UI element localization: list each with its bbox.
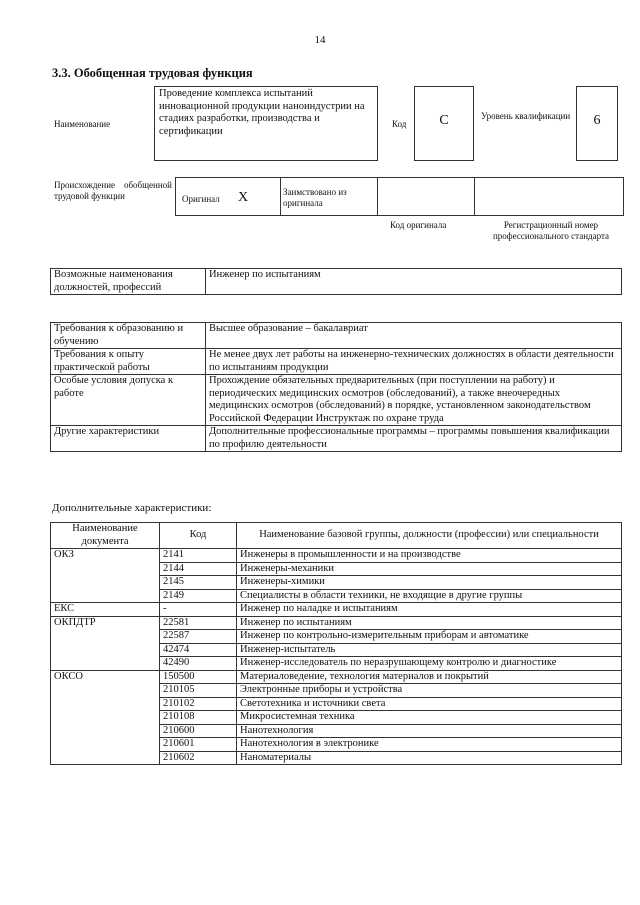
code-cell: 210600 xyxy=(160,724,237,738)
name-cell: Инженеры-механики xyxy=(237,562,622,576)
requirements-table xyxy=(50,322,622,452)
name-cell: Инженер-исследователь по неразрушающему контролю и диагностике xyxy=(237,657,622,671)
positions-label: Возможные наименования должностей, профессий xyxy=(51,269,206,295)
code-cell: 22581 xyxy=(160,616,237,630)
name-cell: Специалисты в области техники, не входящие в другие группы xyxy=(237,589,622,603)
req-label: Особые условия допуска к работе xyxy=(51,375,206,426)
level-label: Уровень квалификации xyxy=(481,111,571,121)
code-cell: 210602 xyxy=(160,751,237,765)
origin-table xyxy=(175,177,624,216)
code-cell: 150500 xyxy=(160,670,237,684)
original-code-label: Код оригинала xyxy=(390,220,447,230)
doc-cell: ОКПДТР xyxy=(51,616,160,670)
header-doc: Наименование документа xyxy=(51,523,160,549)
code-cell: 210601 xyxy=(160,738,237,752)
code-cell: - xyxy=(160,603,237,617)
name-cell: Нанотехнология в электронике xyxy=(237,738,622,752)
code-cell: 22587 xyxy=(160,630,237,644)
code-cell: 42490 xyxy=(160,657,237,671)
req-label: Другие характеристики xyxy=(51,426,206,452)
code-cell: 2144 xyxy=(160,562,237,576)
header-name: Наименование базовой группы, должности (профессии) или специальности xyxy=(237,523,622,549)
name-cell: Инженер по наладке и испытаниям xyxy=(237,603,622,617)
table-row xyxy=(51,603,622,617)
name-cell: Инженер-испытатель xyxy=(237,643,622,657)
doc-cell: ЕКС xyxy=(51,603,160,617)
name-cell: Инженер по контрольно-измерительным приборам и автоматике xyxy=(237,630,622,644)
function-name-box xyxy=(154,86,378,161)
function-name-value: Проведение комплекса испытаний инновационной продукции наноиндустрии на стадиях разработки, производства и сертификации xyxy=(159,88,365,137)
req-value: Прохождение обязательных предварительных (при поступлении на работу) и периодических медицинских осмотров (обследований), а также внеочередных медицинских осмотров (обследований) в порядке, установленном законодательством Российской Федерации Инструктаж по охране труда xyxy=(206,375,622,426)
doc-cell: ОКСО xyxy=(51,670,160,765)
code-box xyxy=(414,86,474,161)
code-cell: 210102 xyxy=(160,697,237,711)
name-cell: Материаловедение, технология материалов и покрытий xyxy=(237,670,622,684)
name-cell: Инженер по испытаниям xyxy=(237,616,622,630)
code-cell: 42474 xyxy=(160,643,237,657)
req-value: Высшее образование – бакалавриат xyxy=(206,323,622,349)
name-label: Наименование xyxy=(54,119,111,129)
name-cell: Светотехника и источники света xyxy=(237,697,622,711)
additional-title: Дополнительные характеристики: xyxy=(52,502,212,514)
name-cell: Инженеры в промышленности и на производстве xyxy=(237,549,622,563)
name-cell: Нанотехнология xyxy=(237,724,622,738)
req-label: Требования к образованию и обучению xyxy=(51,323,206,349)
additional-table xyxy=(50,522,622,765)
req-label: Требования к опыту практической работы xyxy=(51,349,206,375)
code-cell: 2141 xyxy=(160,549,237,563)
level-value: 6 xyxy=(593,113,601,128)
original-label: Оригинал xyxy=(182,194,220,204)
header-code: Код xyxy=(160,523,237,549)
code-cell: 210105 xyxy=(160,684,237,698)
name-cell: Инженеры-химики xyxy=(237,576,622,590)
name-cell: Электронные приборы и устройства xyxy=(237,684,622,698)
section-title: 3.3. Обобщенная трудовая функция xyxy=(52,66,253,80)
code-cell: 210108 xyxy=(160,711,237,725)
borrowed-label: Заимствовано из оригинала xyxy=(283,187,347,208)
code-cell: 2145 xyxy=(160,576,237,590)
req-value: Дополнительные профессиональные программы – программы повышения квалификации по профилю деятельности xyxy=(206,426,622,452)
name-cell: Наноматериалы xyxy=(237,751,622,765)
code-value: C xyxy=(439,113,449,128)
req-value: Не менее двух лет работы на инженерно-технических должностях в области деятельности по испытаниям продукции xyxy=(206,349,622,375)
positions-value: Инженер по испытаниям xyxy=(206,269,622,295)
table-row xyxy=(51,616,622,630)
name-cell: Микросистемная техника xyxy=(237,711,622,725)
code-cell: 2149 xyxy=(160,589,237,603)
code-label: Код xyxy=(392,119,407,129)
positions-table xyxy=(50,268,622,295)
table-row xyxy=(51,670,622,684)
table-row xyxy=(51,549,622,563)
reg-number-label: Регистрационный номер профессионального стандарта xyxy=(492,220,610,241)
level-box xyxy=(576,86,618,161)
doc-cell: ОКЗ xyxy=(51,549,160,603)
original-mark: X xyxy=(238,190,249,205)
origin-label: Происхождение обобщенной трудовой функции xyxy=(54,180,172,201)
page-number: 14 xyxy=(314,34,326,46)
